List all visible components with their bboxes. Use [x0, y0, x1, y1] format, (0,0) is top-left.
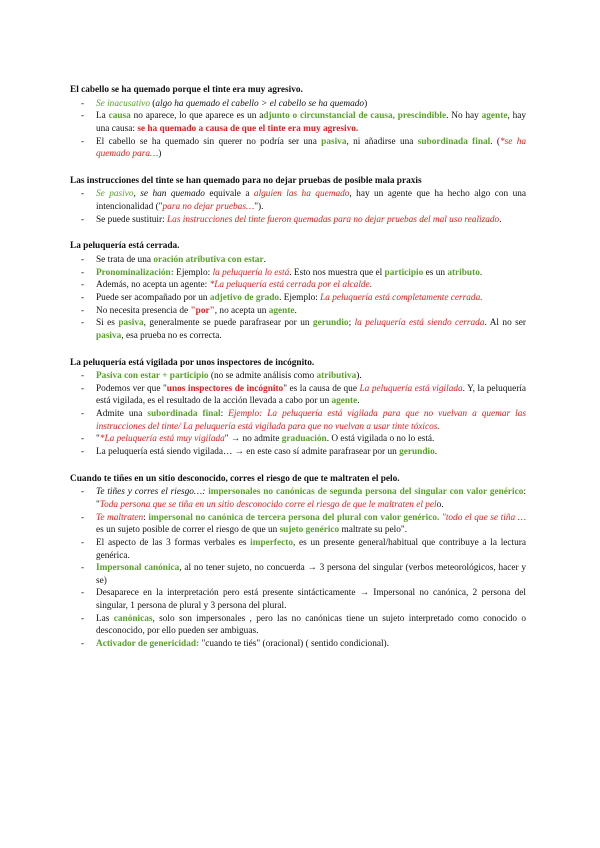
- list-item: [74, 279, 526, 292]
- section-title: La peluquería está vigilada por unos inspectores de incógnito.: [70, 357, 315, 368]
- text-run: . O está vigilada o no lo está.: [326, 434, 435, 445]
- text-run: "todo el que se tiña …: [441, 512, 526, 523]
- text-run: es un sujeto posible de correr el riesgo de que un: [96, 525, 280, 536]
- list-item: [74, 267, 526, 280]
- text-run: ): [158, 149, 162, 160]
- text-run: Se inacusativo: [96, 98, 150, 109]
- text-run: equivale a: [209, 189, 254, 200]
- list-item: [74, 292, 526, 305]
- section-title: Cuando te tiñes en un sitio desconocido, corres el riesgo de que te maltraten el pelo.: [70, 473, 400, 484]
- text-run: . Ejemplo:: [279, 292, 321, 303]
- section-title: El cabello se ha quemado porque el tinte era muy agresivo.: [70, 85, 303, 95]
- text-run: La peluquería está siendo vigilada… → en este caso sí admite parafrasear por un: [96, 447, 400, 458]
- document-body: [70, 84, 527, 665]
- text-run: djunto o circunstancial de causa, prescindible: [263, 111, 447, 122]
- text-run: " es la causa de que: [283, 383, 360, 394]
- text-run: ): [364, 98, 368, 109]
- bullet-list: [74, 486, 526, 650]
- text-run: participio: [384, 267, 424, 278]
- text-run: No necesita presencia de: [96, 305, 191, 316]
- text-run: para no dejar pruebas…: [162, 202, 255, 213]
- list-item: [74, 486, 526, 511]
- bullet-list: [74, 254, 526, 342]
- list-item: [74, 254, 526, 267]
- list-item: [74, 214, 526, 227]
- text-run: Toda persona que se tiña en un sitio desconocido corre el riesgo de que le maltraten el pel: [99, 499, 437, 510]
- text-run: Desaparece en la interpretación pero está presente sintácticamente → Impersonal no canónica, 2 persona del singular, 1 persona de plural y 3 persona del plural.: [96, 588, 526, 612]
- section-3: [70, 240, 526, 342]
- text-run: Pronominalización:: [96, 267, 174, 278]
- list-item: [74, 587, 526, 612]
- text-run: Si es: [96, 318, 119, 329]
- list-item: [74, 370, 526, 383]
- text-run: causa: [108, 111, 131, 122]
- text-run: alguien las ha quemado: [253, 189, 350, 200]
- text-run: ": [96, 434, 100, 445]
- text-run: "por": [190, 305, 215, 316]
- text-run: agente: [268, 305, 295, 316]
- text-run: El cabello se ha quemado sin querer no podría ser una: [96, 136, 322, 147]
- text-run: .: [294, 305, 297, 316]
- section-5: [70, 473, 527, 651]
- text-run: , al no tener sujeto, no concuerda → 3 persona del singular (verbos meteorológicos, hacer y se): [96, 563, 526, 586]
- text-run: "cuando te tiés" (oracional) ( sentido condicional).: [199, 638, 389, 649]
- text-run: , hay una causa:: [96, 111, 526, 134]
- text-run: algo ha quemado el cabello > el cabello se ha quemado: [155, 98, 365, 109]
- text-run: ").: [254, 202, 264, 213]
- list-item: [74, 638, 526, 651]
- list-item: [74, 110, 526, 135]
- text-run: atributo: [447, 267, 480, 278]
- text-run: maltrate su pelo".: [339, 525, 408, 536]
- text-run: Además, no acepta un agente:: [96, 280, 210, 291]
- list-item: [74, 136, 526, 161]
- text-run: .: [434, 447, 438, 458]
- text-run: " → no admite: [224, 434, 282, 445]
- text-run: *se ha quemado para…: [96, 136, 527, 160]
- text-run: (no se admite análisis como: [208, 371, 317, 382]
- text-run: o.: [436, 499, 444, 510]
- text-run: Se puede sustituir:: [96, 214, 168, 225]
- text-run: Te maltraten: [96, 512, 144, 523]
- text-run: pasiva: [321, 136, 347, 147]
- text-run: :: [143, 512, 149, 523]
- text-run: subordinada final: [417, 136, 491, 147]
- list-item: [74, 433, 526, 446]
- text-run: Se pasivo: [96, 189, 134, 200]
- text-run: Admite una: [96, 409, 148, 420]
- text-run: no aparece, lo que aparece es un a: [130, 111, 264, 122]
- bullet-list: [74, 188, 526, 226]
- text-run: , solo son impersonales , pero las no canónicas tiene un sujeto interpretado como conocido o desconocido, por ello pueden ser ambiguas.: [96, 613, 527, 637]
- bullet-list: [74, 98, 526, 161]
- text-run: , es un presente general/habitual que contribuye a la lectura genérica.: [96, 537, 526, 561]
- text-run: . Y, la peluquería está vigilada, es el resultado de la acción llevada a cabo por un: [96, 383, 526, 407]
- text-run: adjetivo de grado: [209, 292, 280, 303]
- text-run: .: [499, 214, 502, 225]
- text-run: Pasiva con estar + participio: [96, 371, 209, 382]
- text-run: Las: [96, 613, 114, 624]
- text-run: la peluquería está siendo cerrada: [354, 318, 485, 329]
- text-run: , se han quemado: [133, 189, 210, 200]
- text-run: . No hay: [446, 111, 482, 122]
- text-run: .: [479, 267, 483, 278]
- list-item: [74, 446, 526, 459]
- text-run: sujeto genérico: [279, 525, 340, 536]
- text-run: es un: [423, 267, 448, 278]
- text-run: gerundio: [399, 447, 435, 458]
- text-run: . Esto nos muestra que el: [289, 267, 385, 278]
- text-run: .: [357, 396, 360, 407]
- text-run: impersonales no canónicas de segunda persona del singular con valor genérico: [208, 487, 524, 498]
- text-run: La peluquería está vigilada: [359, 383, 463, 394]
- list-item: [74, 305, 526, 318]
- text-run: Activador de genericidad:: [96, 638, 200, 649]
- text-run: impersonal no canónica de tercera persona del plural con valor genérico.: [148, 512, 440, 523]
- list-item: [74, 537, 526, 562]
- text-run: *La peluquería está cerrada por el alcalde.: [209, 280, 373, 291]
- text-run: *La peluquería está muy vigilada: [99, 434, 225, 445]
- text-run: , esa prueba no es correcta.: [121, 330, 222, 341]
- text-run: Las instrucciones del tinte fueron quemadas para no dejar pruebas del mal uso realizado: [167, 214, 500, 225]
- text-run: agente: [481, 111, 508, 122]
- text-run: Podemos ver que ": [96, 383, 167, 394]
- list-item: [74, 562, 526, 587]
- text-run: , hay un agente que ha hecho algo con una intencionalidad (": [96, 189, 526, 213]
- text-run: imperfecto: [250, 537, 294, 548]
- section-title: Las instrucciones del tinte se han quemado para no dejar pruebas de posible mala praxis: [70, 175, 422, 186]
- text-run: canónicas: [113, 613, 153, 624]
- list-item: [74, 317, 526, 342]
- text-run: Te tiñes y corres el riesgo…:: [96, 487, 206, 498]
- section-1: [70, 84, 527, 161]
- text-run: Ejemplo: La peluquería está vigilada para que no vuelvan a quemar las instrucciones del tinte/ La peluquería está vigilada para que no vuelvan a usar tinte tóxicos.: [96, 409, 526, 432]
- text-run: , generalmente se puede parafrasear por un: [143, 318, 313, 329]
- text-run: Impersonal canónica: [96, 563, 180, 574]
- list-item: [74, 408, 526, 433]
- text-run: El aspecto de las 3 formas verbales es: [96, 537, 251, 548]
- text-run: Puede ser acompañado por un: [96, 292, 210, 303]
- text-run: atributiva: [316, 371, 357, 382]
- list-item: [74, 188, 526, 213]
- text-run: : ": [96, 487, 526, 510]
- section-2: [70, 175, 526, 227]
- text-run: :: [220, 409, 229, 420]
- text-run: La peluquería está completamente cerrada.: [320, 292, 483, 303]
- list-item: [74, 383, 526, 408]
- text-run: graduación: [281, 434, 327, 445]
- text-run: la peluquería lo está: [212, 267, 290, 278]
- text-run: , no acepta un: [214, 305, 269, 316]
- text-run: subordinada final: [147, 409, 221, 420]
- text-run: Se trata de una: [96, 255, 154, 266]
- bullet-list: [74, 370, 526, 458]
- section-4: [70, 357, 526, 459]
- text-run: oración atributiva con estar: [153, 255, 264, 266]
- text-run: La: [96, 111, 109, 122]
- text-run: agente: [331, 396, 358, 407]
- text-run: pasiva: [96, 330, 122, 341]
- text-run: . Al no ser: [484, 318, 526, 329]
- text-run: ).: [356, 371, 362, 382]
- list-item: [74, 98, 526, 111]
- text-run: unos inspectores de incógnito: [166, 383, 284, 394]
- text-run: ;: [348, 318, 355, 329]
- text-run: (: [149, 98, 156, 109]
- text-run: , ni añadirse una: [346, 136, 418, 147]
- section-title: La peluquería está cerrada.: [70, 241, 180, 252]
- text-run: Ejemplo:: [173, 267, 213, 278]
- text-run: gerundio: [312, 318, 349, 329]
- list-item: [74, 613, 526, 638]
- text-run: . (: [490, 136, 501, 147]
- list-item: [74, 512, 526, 537]
- text-run: pasiva: [118, 318, 144, 329]
- text-run: .: [263, 255, 266, 266]
- text-run: se ha quemado a causa de que el tinte era muy agresivo.: [137, 123, 359, 134]
